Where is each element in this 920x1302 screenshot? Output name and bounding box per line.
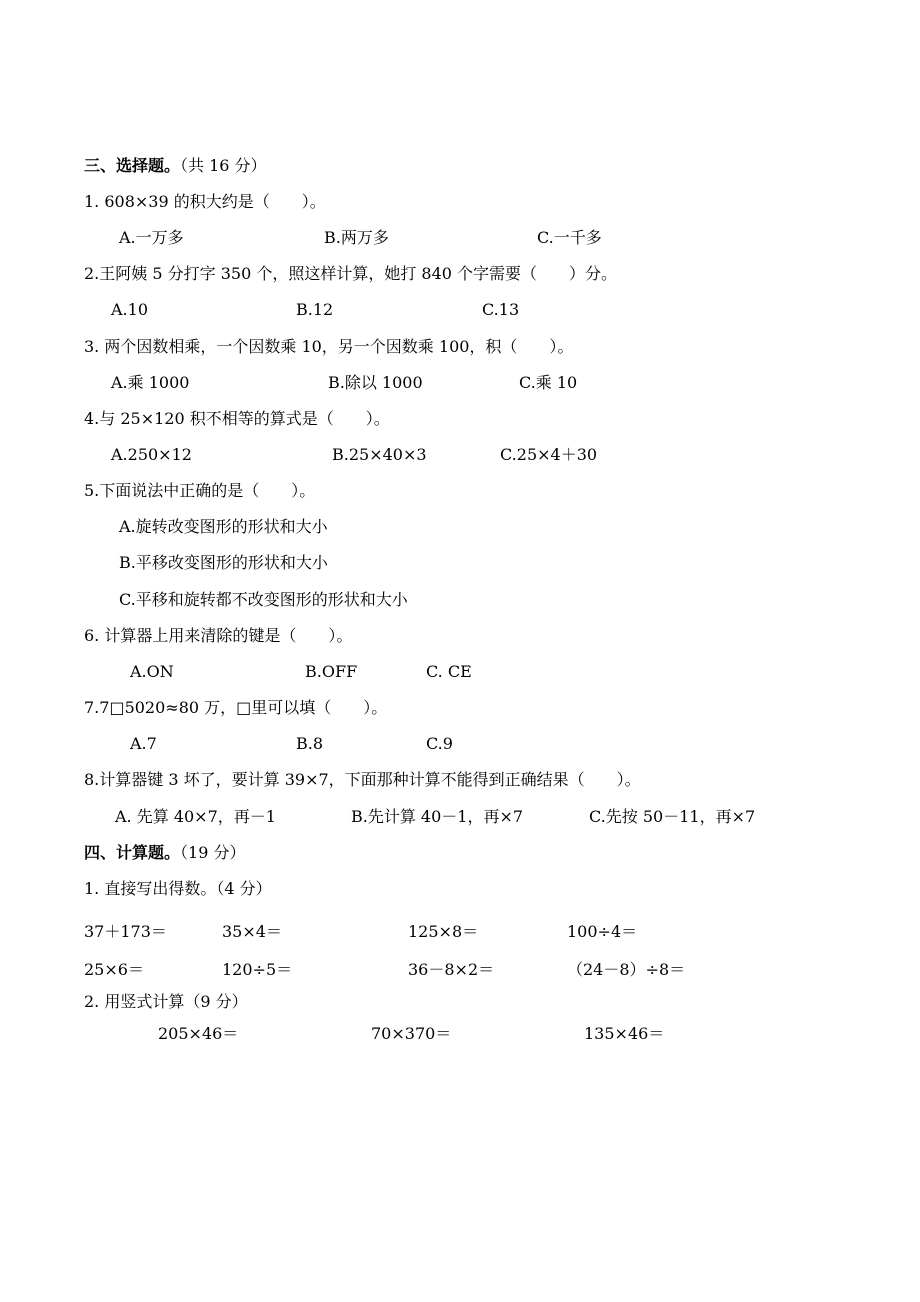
q7-stem: 7.7□5020≈80 万，□里可以填（ ）。 (84, 698, 388, 717)
q3-option-c: C.乘 10 (519, 373, 578, 392)
p1-row2-item: 25×6＝ (84, 960, 144, 979)
q8-option-a: A. 先算 40×7，再－1 (115, 807, 276, 826)
q4-option-b: B.25×40×3 (332, 445, 427, 464)
q4-option-c: C.25×4＋30 (500, 445, 598, 464)
section3-score: （共 16 分） (180, 156, 267, 175)
section3-header (84, 156, 267, 176)
q7-option-c: C.9 (426, 734, 453, 753)
p2-item: 135×46＝ (584, 1024, 665, 1043)
q2-stem: 2.王阿姨 5 分打字 350 个，照这样计算，她打 840 个字需要（ ）分。 (84, 264, 618, 283)
q1-stem: 1. 608×39 的积大约是（ ）。 (84, 192, 326, 211)
q8-option-b: B.先计算 40－1，再×7 (351, 807, 524, 826)
q6-option-c: C. CE (426, 662, 472, 681)
section4-score: （19 分） (180, 843, 246, 862)
q4-stem: 4.与 25×120 积不相等的算式是（ ）。 (84, 409, 390, 428)
q2-option-c: C.13 (482, 300, 520, 319)
q7-option-a: A.7 (130, 734, 157, 753)
q5-option-a: A.旋转改变图形的形状和大小 (119, 517, 328, 536)
p1-title: 1. 直接写出得数。（4 分） (84, 879, 272, 898)
p1-row1-item: 35×4＝ (222, 922, 282, 941)
section4-heading: 四、计算题。 (84, 843, 181, 862)
section3-heading: 三、选择题。 (84, 156, 181, 175)
q3-stem: 3. 两个因数相乘，一个因数乘 10，另一个因数乘 100，积（ ）。 (84, 337, 574, 356)
q6-stem: 6. 计算器上用来清除的键是（ ）。 (84, 626, 353, 645)
p1-row1-item: 125×8＝ (408, 922, 479, 941)
p1-row2-item: 120÷5＝ (222, 960, 293, 979)
q1-option-b: B.两万多 (324, 228, 389, 247)
p2-item: 205×46＝ (158, 1024, 239, 1043)
q4-option-a: A.250×12 (111, 445, 192, 464)
p2-item: 70×370＝ (371, 1024, 452, 1043)
q8-stem: 8.计算器键 3 坏了，要计算 39×7，下面那种计算不能得到正确结果（ ）。 (84, 770, 641, 789)
q6-option-b: B.OFF (305, 662, 358, 681)
q5-option-b: B.平移改变图形的形状和大小 (119, 553, 328, 572)
p1-row2-item: （24－8）÷8＝ (567, 960, 686, 979)
q3-option-a: A.乘 1000 (111, 373, 190, 392)
q1-option-c: C.一千多 (537, 228, 602, 247)
q8-option-c: C.先按 50－11，再×7 (589, 807, 756, 826)
q7-option-b: B.8 (296, 734, 324, 753)
q5-option-c: C.平移和旋转都不改变图形的形状和大小 (119, 590, 408, 609)
q6-option-a: A.ON (130, 662, 174, 681)
p2-title: 2. 用竖式计算（9 分） (84, 992, 248, 1011)
q2-option-b: B.12 (296, 300, 334, 319)
section4-header (84, 843, 245, 863)
q2-option-a: A.10 (111, 300, 148, 319)
p1-row2-item: 36－8×2＝ (408, 960, 495, 979)
q5-stem: 5.下面说法中正确的是（ ）。 (84, 481, 316, 500)
p1-row1-item: 37＋173＝ (84, 922, 167, 941)
q1-option-a: A.一万多 (119, 228, 184, 247)
p1-row1-item: 100÷4＝ (567, 922, 638, 941)
q3-option-b: B.除以 1000 (328, 373, 423, 392)
